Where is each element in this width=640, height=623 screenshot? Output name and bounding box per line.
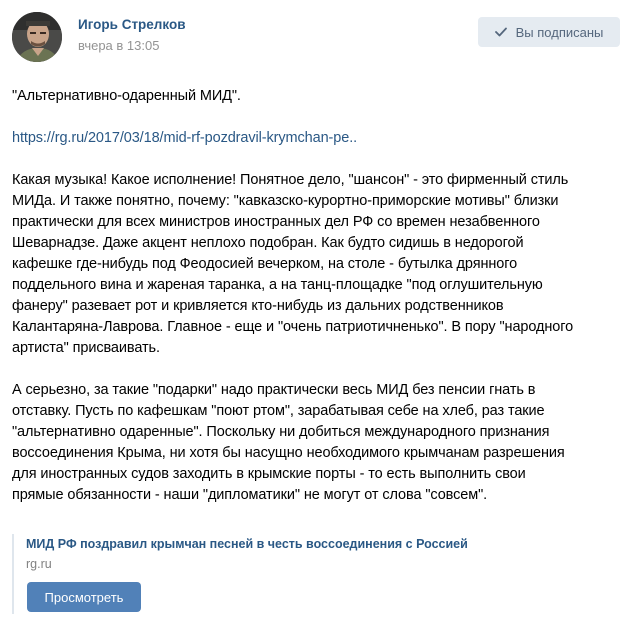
post-paragraph-line: кафешке где-нибудь под Феодосией вечерком, на столе - бутылка дрянного [12,256,518,272]
author-name[interactable]: Игорь Стрелков [78,17,186,32]
post-date[interactable]: вчера в 13:05 [78,38,160,53]
post-paragraph-line: фанеру" разевает рот и кривляется кто-нибудь из дальних родственников [12,298,504,314]
check-icon [495,27,507,37]
attachment-domain: rg.ru [26,557,52,571]
post-paragraph-line: прямые обязанности - наши "дипломатики" не могут от слова "совсем". [12,487,488,503]
post-headline: "Альтернативно-одаренный МИД". [12,88,241,104]
post-paragraph-line: Калантаряна-Лаврова. Главное - еще и "очень патриотичненько". В пору "народного [12,319,574,335]
post-link[interactable]: https://rg.ru/2017/03/18/mid-rf-pozdravil-krymchan-pe.. [12,130,358,146]
link-attachment [12,534,612,614]
view-button[interactable]: Просмотреть [27,582,141,612]
post-paragraph-line: отставку. Пусть по кафешкам "поют ртом", зарабатывая себе на хлеб, раз такие [12,403,545,419]
post-paragraph-line: поддельного вина и жареная таранка, а на танц-площадке "под оглушительную [12,277,543,293]
post-paragraph-line: для иностранных судов заходить в крымские порты - то есть выполнить свои [12,466,526,482]
author-avatar[interactable] [12,12,62,62]
attachment-title[interactable]: МИД РФ поздравил крымчан песней в честь воссоединения с Россией [26,537,468,551]
post-paragraph-line: артиста" присваивать. [12,340,160,356]
post-paragraph-line: "альтернативно одаренные". Поскольку ни добиться международного признания [12,424,550,440]
post-paragraph-line: Какая музыка! Какое исполнение! Понятное дело, "шансон" - это фирменный стиль [12,172,569,188]
subscribed-button[interactable] [478,17,620,47]
post-paragraph-line: МИДа. И также понятно, почему: "кавказско-курортно-приморские мотивы" близки [12,193,559,209]
post-paragraph-line: Шеварнадзе. Даже акцент неплохо подобран. Как будто сидишь в недорогой [12,235,524,251]
avatar-photo [12,12,62,62]
post-text [12,86,627,506]
subscribed-button-label: Вы подписаны [515,24,604,40]
post-paragraph-line: воссоединения Крыма, ни хотя бы насущно необходимого крымчанам разрешения [12,445,565,461]
post-paragraph-line: А серьезно, за такие "подарки" надо практически весь МИД без пенсии гнать в [12,382,536,398]
post-paragraph-line: практически для всех министров иностранных дел РФ со времен незабвенного [12,214,540,230]
